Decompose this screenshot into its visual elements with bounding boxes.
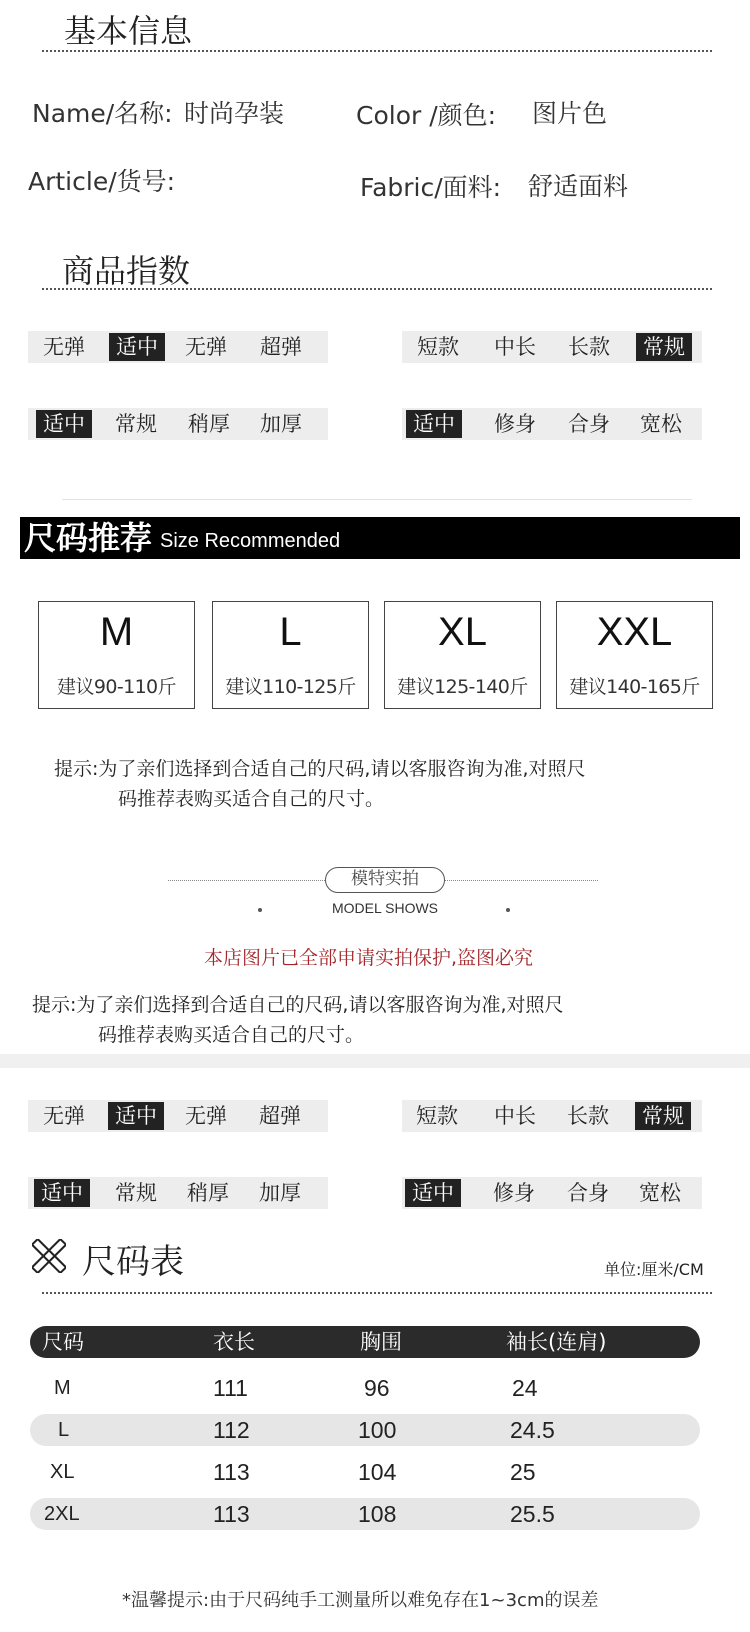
article-label: Article/货号: [28,167,176,196]
model-shows-en: MODEL SHOWS [331,900,439,916]
index-option: 修身 [494,412,536,436]
index-option-selected: 适中 [108,1102,164,1130]
divider [42,1292,712,1294]
size-label: XL [438,610,487,654]
index-option-selected: 适中 [34,1179,90,1207]
cell-chest: 108 [358,1501,397,1527]
size-recommend-banner [20,517,740,559]
section-separator [0,1054,750,1068]
table-row [30,1456,700,1488]
index-option-selected: 适中 [406,410,462,438]
index-option: 无弹 [43,335,85,359]
size-table-header [30,1326,700,1358]
header-length: 衣长 [213,1330,255,1354]
index-option: 长款 [567,1104,609,1128]
index-option: 无弹 [185,1104,227,1128]
cell-length: 112 [213,1417,250,1443]
index-option: 无弹 [43,1104,85,1128]
basic-info-heading: 基本信息 [64,12,193,50]
fabric-value: 舒适面料 [528,172,629,201]
cell-size: XL [50,1461,75,1483]
size-card-m [38,601,195,709]
index-option: 常规 [115,412,157,436]
size-recommend-subtitle: Size Recommended [160,530,341,552]
header-sleeve: 袖长(连肩) [506,1330,607,1354]
index-option-selected: 适中 [36,410,92,438]
measurement-footnote: *温馨提示:由于尺码纯手工测量所以难免存在1~3cm的误差 [122,1590,599,1611]
index-row-length [402,1100,702,1132]
cell-size: L [58,1419,70,1441]
cell-length: 111 [213,1375,248,1401]
cell-chest: 100 [358,1417,397,1443]
size-weight-recommendation: 建议125-140斤 [397,676,528,698]
table-row [30,1372,700,1404]
cell-length: 113 [213,1501,250,1527]
index-row-thickness [28,1177,328,1209]
index-option: 长款 [568,335,610,359]
cell-length: 113 [213,1459,250,1485]
crossed-ruler-icon [32,1239,66,1273]
fabric-label: Fabric/面料: [360,173,502,202]
cell-sleeve: 25.5 [510,1501,555,1527]
index-option: 宽松 [639,1181,681,1205]
color-label: Color /颜色: [356,101,497,130]
size-recommend-title: 尺码推荐 [24,519,153,557]
unit-label: 单位:厘米/CM [604,1260,704,1279]
cell-sleeve: 24.5 [510,1417,555,1443]
cell-size: M [54,1377,71,1399]
size-label: M [99,610,134,654]
cell-chest: 104 [358,1459,397,1485]
table-row [30,1498,700,1530]
index-option: 短款 [417,335,459,359]
color-value: 图片色 [532,99,608,128]
header-size: 尺码 [42,1330,84,1354]
index-option-selected: 常规 [636,333,692,361]
index-heading: 商品指数 [62,252,191,290]
index-option-selected: 常规 [635,1102,691,1130]
index-option-selected: 适中 [109,333,165,361]
size-card-xl [384,601,541,709]
divider [42,50,712,52]
index-row-length [402,331,702,363]
index-row-elasticity [28,331,328,363]
dot-decoration [258,908,262,912]
index-option: 无弹 [185,335,227,359]
size-weight-recommendation: 建议140-165斤 [569,676,700,698]
model-tip-line1: 提示:为了亲们选择到合适自己的尺码,请以客服咨询为准,对照尺 [32,994,564,1016]
cell-size: 2XL [44,1503,80,1525]
index-option: 超弹 [259,1104,301,1128]
divider [168,880,325,881]
cell-sleeve: 24 [512,1375,538,1401]
size-card-l [212,601,369,709]
index-option: 稍厚 [188,412,230,436]
size-label: XXL [596,610,673,654]
index-option: 短款 [416,1104,458,1128]
size-weight-recommendation: 建议110-125斤 [225,676,356,698]
size-tip-line2: 码推荐表购买适合自己的尺寸。 [118,788,385,810]
index-option: 合身 [568,412,610,436]
copyright-notice: 本店图片已全部申请实拍保护,盗图必究 [204,947,534,969]
model-shows-pill: 模特实拍 [325,867,445,893]
index-option: 合身 [567,1181,609,1205]
size-card-xxl [556,601,713,709]
index-option: 宽松 [640,412,682,436]
size-tip-line1: 提示:为了亲们选择到合适自己的尺码,请以客服咨询为准,对照尺 [54,758,586,780]
index-option: 加厚 [260,412,302,436]
size-weight-recommendation: 建议90-110斤 [57,676,176,698]
model-tip-line2: 码推荐表购买适合自己的尺寸。 [98,1024,365,1046]
index-option: 中长 [494,335,536,359]
size-label: L [279,610,302,654]
name-value: 时尚孕装 [184,99,285,128]
header-chest: 胸围 [360,1330,402,1354]
dot-decoration [506,908,510,912]
cell-chest: 96 [364,1375,390,1401]
index-row-fit [402,1177,702,1209]
index-option-selected: 适中 [405,1179,461,1207]
divider [42,288,712,290]
table-row [30,1414,700,1446]
size-table-title: 尺码表 [82,1242,184,1282]
index-option: 加厚 [259,1181,301,1205]
index-option: 中长 [494,1104,536,1128]
index-row-thickness [28,408,328,440]
index-option: 超弹 [260,335,302,359]
divider [62,499,692,500]
index-row-fit [402,408,702,440]
cell-sleeve: 25 [510,1459,536,1485]
index-option: 修身 [493,1181,535,1205]
index-option: 稍厚 [187,1181,229,1205]
name-label: Name/名称: [32,99,173,128]
divider [445,880,598,881]
index-option: 常规 [115,1181,157,1205]
index-row-elasticity [28,1100,328,1132]
